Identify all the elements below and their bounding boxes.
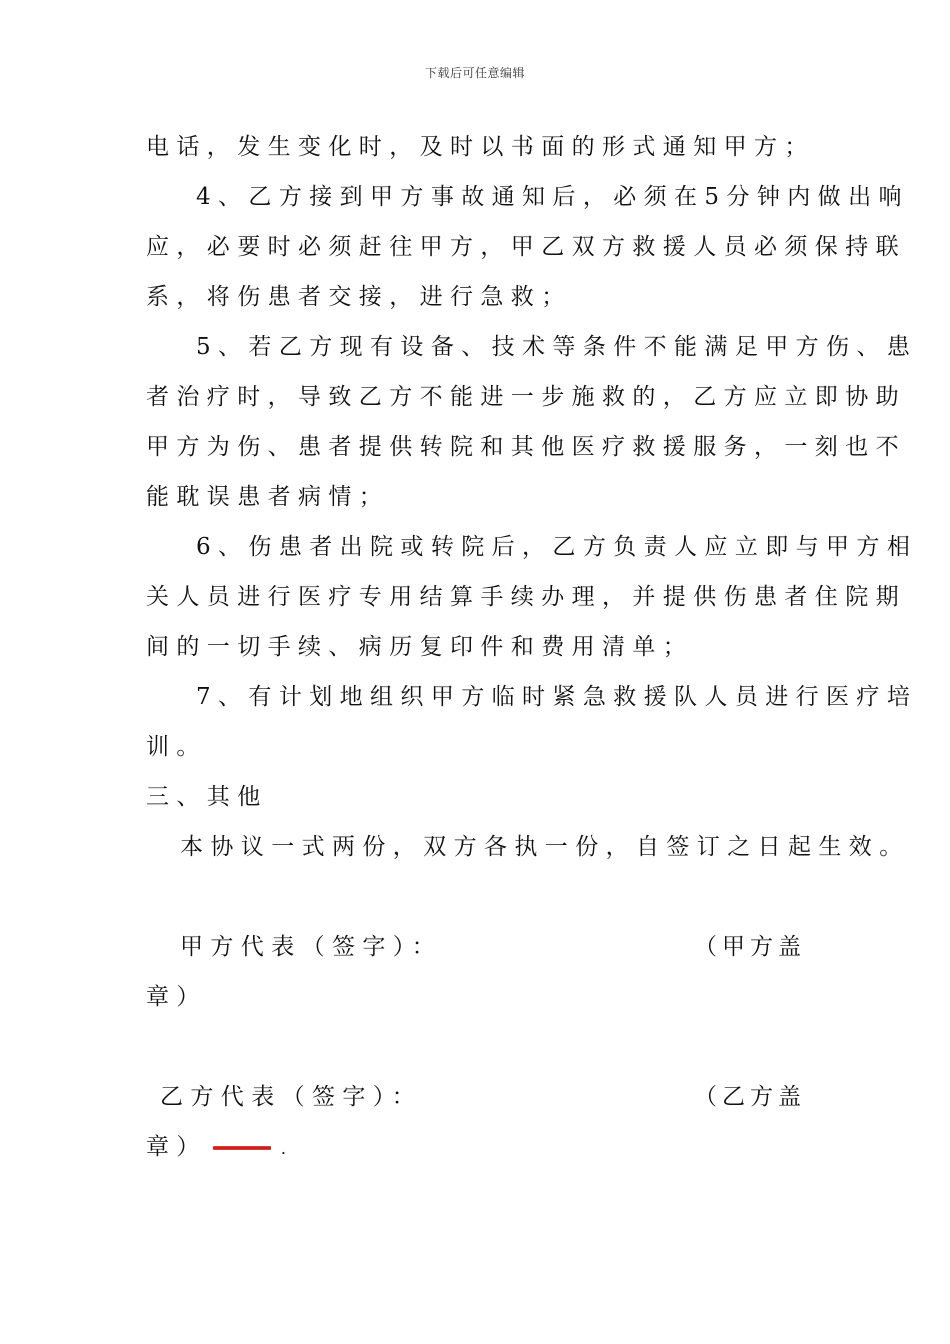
item-4-line: 系，将伤患者交接，进行急救；: [146, 284, 572, 310]
red-seal-mark: [213, 1146, 271, 1150]
party-b-seal-label: （乙方盖: [694, 1084, 806, 1110]
party-b-signature-row: [146, 1077, 806, 1127]
party-a-seal-label: （甲方盖: [694, 934, 806, 960]
paragraph-line: 电话，发生变化时，及时以书面的形式通知甲方；: [146, 134, 815, 160]
party-b-seal-continuation: 章）: [146, 1134, 207, 1160]
item-6-line: 6、伤患者出院或转院后，乙方负责人应立即与甲方相: [196, 534, 918, 560]
section-3-title: 三、其他: [146, 784, 268, 810]
party-b-label: 乙方代表（签字）：: [160, 1084, 423, 1110]
spacer: [146, 1027, 806, 1077]
page-header: 下载后可任意编辑: [424, 66, 525, 80]
item-5-line: 能耽误患者病情；: [146, 484, 390, 510]
item-7-line: 训。: [146, 734, 207, 760]
item-5-line: 5、若乙方现有设备、技术等条件不能满足甲方伤、患: [196, 334, 918, 360]
item-6-line: 关人员进行医疗专用结算手续办理，并提供伤患者住院期: [146, 584, 906, 610]
item-4-line: 应，必要时必须赶往甲方，甲乙双方救援人员必须保持联: [146, 234, 906, 260]
document-body: [146, 127, 918, 1177]
party-a-signature-row: [146, 927, 806, 977]
party-b-seal-row: [146, 1127, 806, 1177]
trailing-dot: .: [280, 1139, 286, 1158]
item-4-line: 4、乙方接到甲方事故通知后，必须在5分钟内做出响: [196, 184, 909, 210]
party-a-label: 甲方代表（签字）：: [180, 934, 443, 960]
party-a-seal-continuation: 章）: [146, 984, 207, 1010]
item-7-line: 7、有计划地组织甲方临时紧急救援队人员进行医疗培: [196, 684, 918, 710]
item-5-line: 甲方为伤、患者提供转院和其他医疗救援服务，一刻也不: [146, 434, 906, 460]
item-6-line: 间的一切手续、病历复印件和费用清单；: [146, 634, 694, 660]
item-5-line: 者治疗时，导致乙方不能进一步施救的，乙方应立即协助: [146, 384, 906, 410]
section-3-text: 本协议一式两份，双方各执一份，自签订之日起生效。: [180, 834, 910, 860]
spacer: [146, 877, 806, 927]
